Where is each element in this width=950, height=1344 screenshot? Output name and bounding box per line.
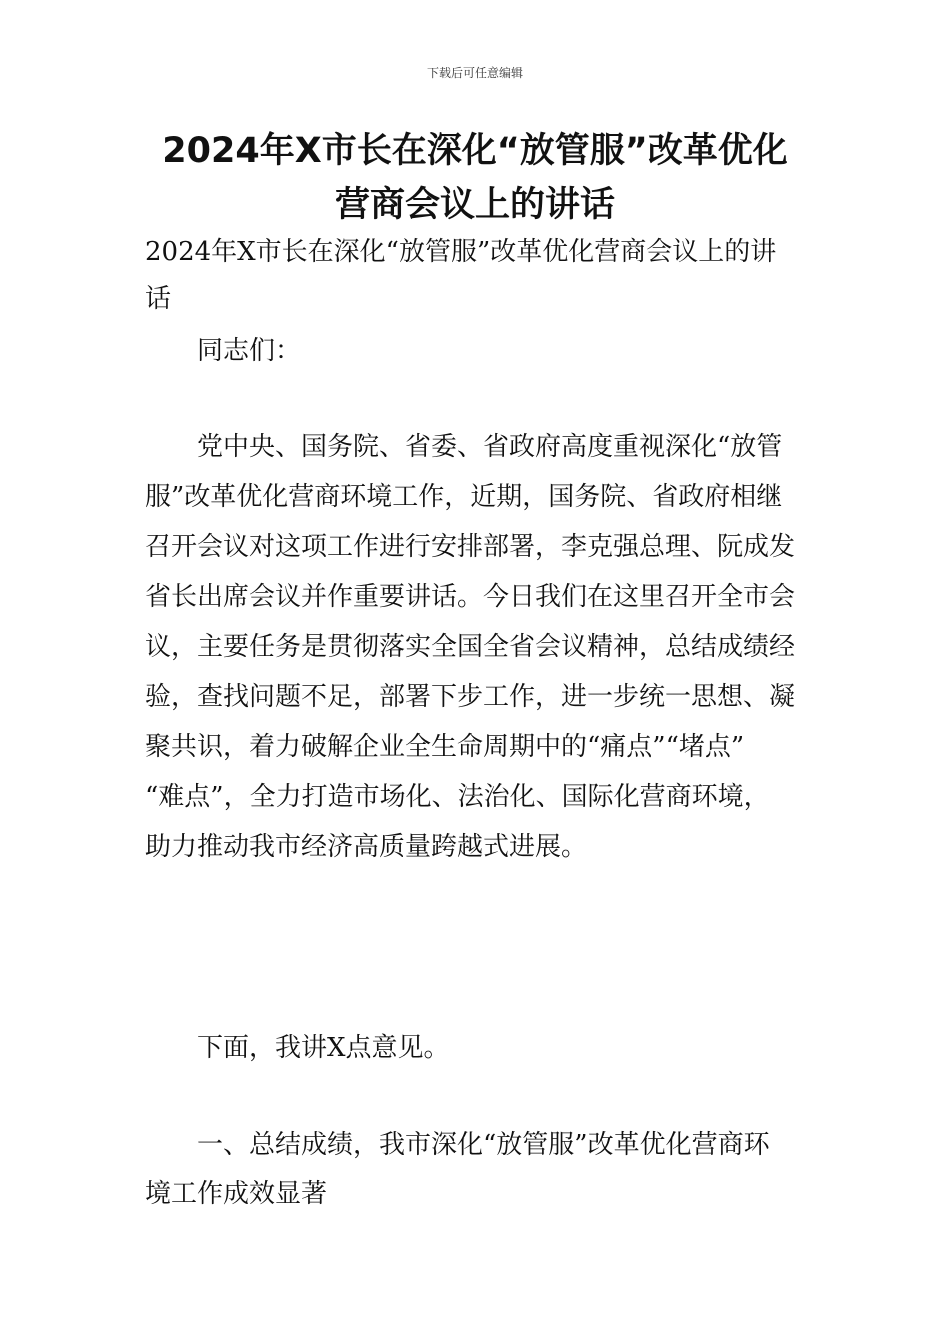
subtitle-line-1: 2024年X市长在深化“放管服”改革优化营商会议上的讲 [145,237,777,267]
intro-sentence: 下面，我讲X点意见。 [197,1033,450,1063]
paragraph-1-line: 议，主要任务是贯彻落实全国全省会议精神，总结成绩经 [145,632,796,662]
paragraph-1-line: 助力推动我市经济高质量跨越式进展。 [145,832,588,862]
title-line-1: 2024年X市长在深化“放管服”改革优化 [162,131,788,171]
title-line-2: 营商会议上的讲话 [334,185,615,225]
header-note: 下载后可任意编辑 [426,66,523,80]
paragraph-1-line: 聚共识，着力破解企业全生命周期中的“痛点”“堵点” [145,732,745,762]
paragraph-1-line: 验，查找问题不足，部署下步工作，进一步统一思想、凝 [145,682,796,712]
section-1-line: 一、总结成绩，我市深化“放管服”改革优化营商环 [197,1130,770,1160]
document-title [120,124,830,232]
section-1-line: 境工作成效显著 [145,1179,328,1209]
salutation: 同志们： [197,336,302,366]
paragraph-1-line: “难点”，全力打造市场化、法治化、国际化营商环境， [145,782,770,812]
paragraph-1-line: 召开会议对这项工作进行安排部署，李克强总理、阮成发 [145,532,796,562]
paragraph-1-line: 省长出席会议并作重要讲话。今日我们在这里召开全市会 [145,582,796,612]
paragraph-1-line: 服”改革优化营商环境工作，近期，国务院、省政府相继 [145,482,783,512]
subtitle-line-2: 话 [145,284,172,314]
paragraph-1-line: 党中央、国务院、省委、省政府高度重视深化“放管 [197,432,783,462]
